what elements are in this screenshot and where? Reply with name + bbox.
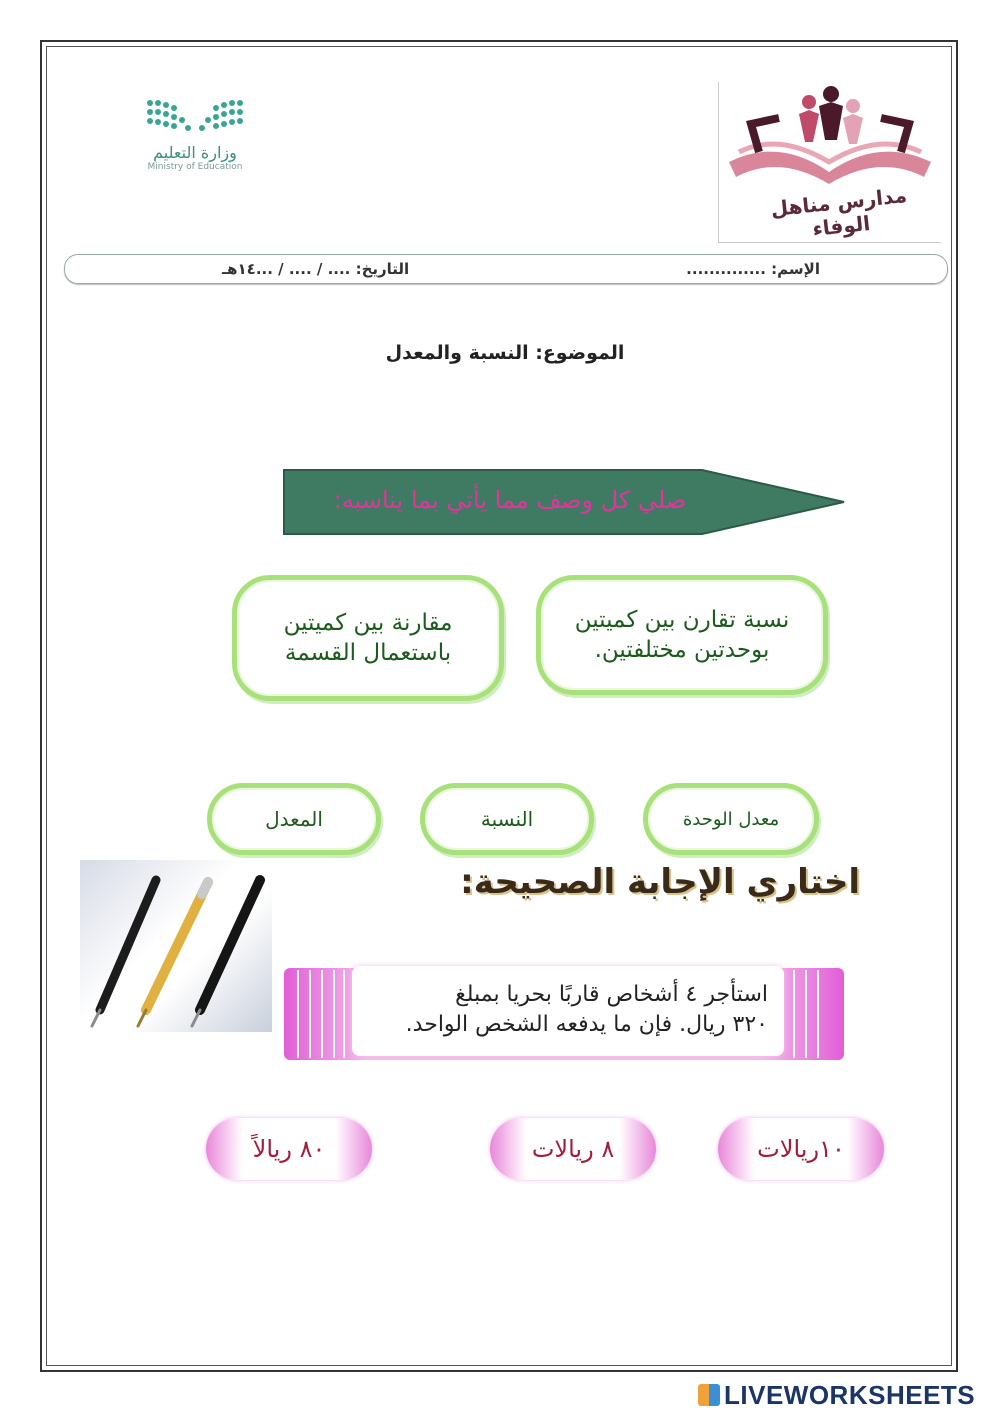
ministry-dots-icon <box>140 95 250 135</box>
option-10-riyals[interactable] <box>718 1118 884 1180</box>
pens-image <box>80 860 272 1032</box>
question-line-2: ٣٢٠ ريال. فإن ما يدفعه الشخص الواحد. <box>405 1012 768 1037</box>
term-ratio[interactable] <box>420 783 594 855</box>
term-label: النسبة <box>480 807 534 831</box>
liveworksheets-brand <box>698 1380 975 1411</box>
brand-text: LIVEWORKSHEETS <box>724 1380 976 1410</box>
description-text-1: نسبة تقارن بين كميتين بوحدتين مختلفتين. <box>574 607 790 663</box>
term-rate[interactable] <box>207 783 381 855</box>
option-label: ٨٠ ريالاً <box>252 1135 326 1163</box>
question-box <box>352 966 784 1056</box>
option-80-riyals[interactable] <box>206 1118 372 1180</box>
term-label: معدل الوحدة <box>682 808 780 830</box>
option-8-riyals[interactable] <box>490 1118 656 1180</box>
option-label: ١٠ريالات <box>757 1135 845 1163</box>
ministry-name-ar: وزارة التعليم <box>153 143 237 162</box>
liveworksheets-logo-icon <box>698 1384 720 1406</box>
instruction-text: صلي كل وصف مما يأتي بما يناسبه: <box>333 486 687 514</box>
date-field: التاريخ: .... / .... / ...١٤هـ <box>222 260 410 278</box>
choose-heading: اختاري الإجابة الصحيحة: <box>460 862 860 902</box>
option-label: ٨ ريالات <box>531 1135 615 1163</box>
subject-title: الموضوع: النسبة والمعدل <box>385 342 625 364</box>
question-line-1: استأجر ٤ أشخاص قاربًا بحريا بمبلغ <box>455 982 768 1007</box>
pens-icon <box>80 860 272 1032</box>
term-label: المعدل <box>265 807 323 831</box>
school-name: مدارس مناهل الوفاء <box>769 182 908 241</box>
term-unit-rate[interactable] <box>643 783 819 855</box>
ministry-logo <box>120 95 270 205</box>
description-text-2: مقارنة بين كميتين باستعمال القسمة <box>283 610 453 666</box>
description-box-1[interactable] <box>536 575 828 695</box>
description-box-2[interactable] <box>232 575 504 701</box>
ministry-name-en: Ministry of Education <box>147 162 243 172</box>
name-field: الإسم: .............. <box>686 260 820 278</box>
